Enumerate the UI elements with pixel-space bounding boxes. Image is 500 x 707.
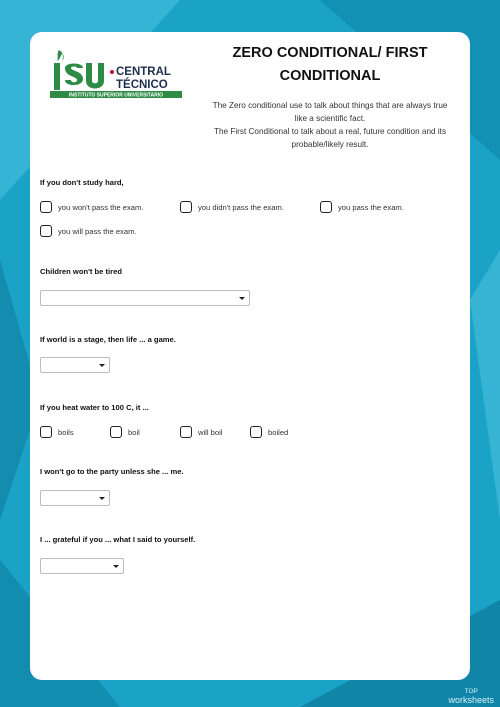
option-label: boil [128,427,140,437]
checkbox[interactable] [40,225,52,237]
option-label: you pass the exam. [338,202,404,212]
q1-option-1[interactable] [40,201,143,213]
desc-line-1: The Zero conditional use to talk about things that are always true [212,101,448,110]
checkbox[interactable] [40,201,52,213]
checkbox[interactable] [320,201,332,213]
option-label: boils [58,427,74,437]
q2-dropdown[interactable] [40,290,250,306]
logo-line2: TÉCNICO [116,79,168,91]
title-line-1: ZERO CONDITIONAL/ FIRST [232,45,428,61]
title-line-2: CONDITIONAL [279,68,381,84]
option-label: you didn't pass the exam. [198,202,284,212]
q4-option-4[interactable] [250,426,288,438]
q4-option-3[interactable] [180,426,222,438]
page-title [205,42,455,88]
worksheet-card [30,32,470,680]
desc-line-2: like a scientific fact. [294,114,366,123]
q1-option-3[interactable] [320,201,404,213]
desc-line-4: probable/likely result. [291,140,369,149]
checkbox[interactable] [180,201,192,213]
checkbox[interactable] [180,426,192,438]
question-4: If you heat water to 100 C, it ... [40,403,149,412]
q1-option-2[interactable] [180,201,284,213]
logo-tagline: INSTITUTO SUPERIOR UNIVERSITARIO [69,92,163,99]
checkbox[interactable] [250,426,262,438]
chevron-down-icon [239,297,245,300]
isu-logo [50,46,182,100]
q1-option-4[interactable] [40,225,137,237]
brand-small: TOP [464,688,478,695]
chevron-down-icon [99,364,105,367]
question-1: If you don't study hard, [40,178,124,187]
brand-name: worksheets [448,695,494,705]
question-6: I ... grateful if you ... what I said to yourself. [40,535,196,544]
option-label: boiled [268,427,289,437]
q5-dropdown[interactable] [40,490,110,506]
q4-option-2[interactable] [110,426,140,438]
logo-line1: CENTRAL [116,66,171,78]
q4-option-1[interactable] [40,426,74,438]
checkbox[interactable] [40,426,52,438]
option-label: you won't pass the exam. [58,202,144,212]
option-label: you will pass the exam. [58,226,137,236]
description [195,99,465,151]
desc-line-3: The First Conditional to talk about a real, future condition and its [213,127,447,136]
brand-watermark [448,688,494,704]
question-3: If world is a stage, then life ... a game. [40,335,176,344]
q3-dropdown[interactable] [40,357,110,373]
q6-dropdown[interactable] [40,558,124,574]
option-label: will boil [198,427,223,437]
question-2: Children won't be tired [40,267,122,276]
question-5: I won't go to the party unless she ... me. [40,467,184,476]
chevron-down-icon [113,565,119,568]
checkbox[interactable] [110,426,122,438]
chevron-down-icon [99,497,105,500]
